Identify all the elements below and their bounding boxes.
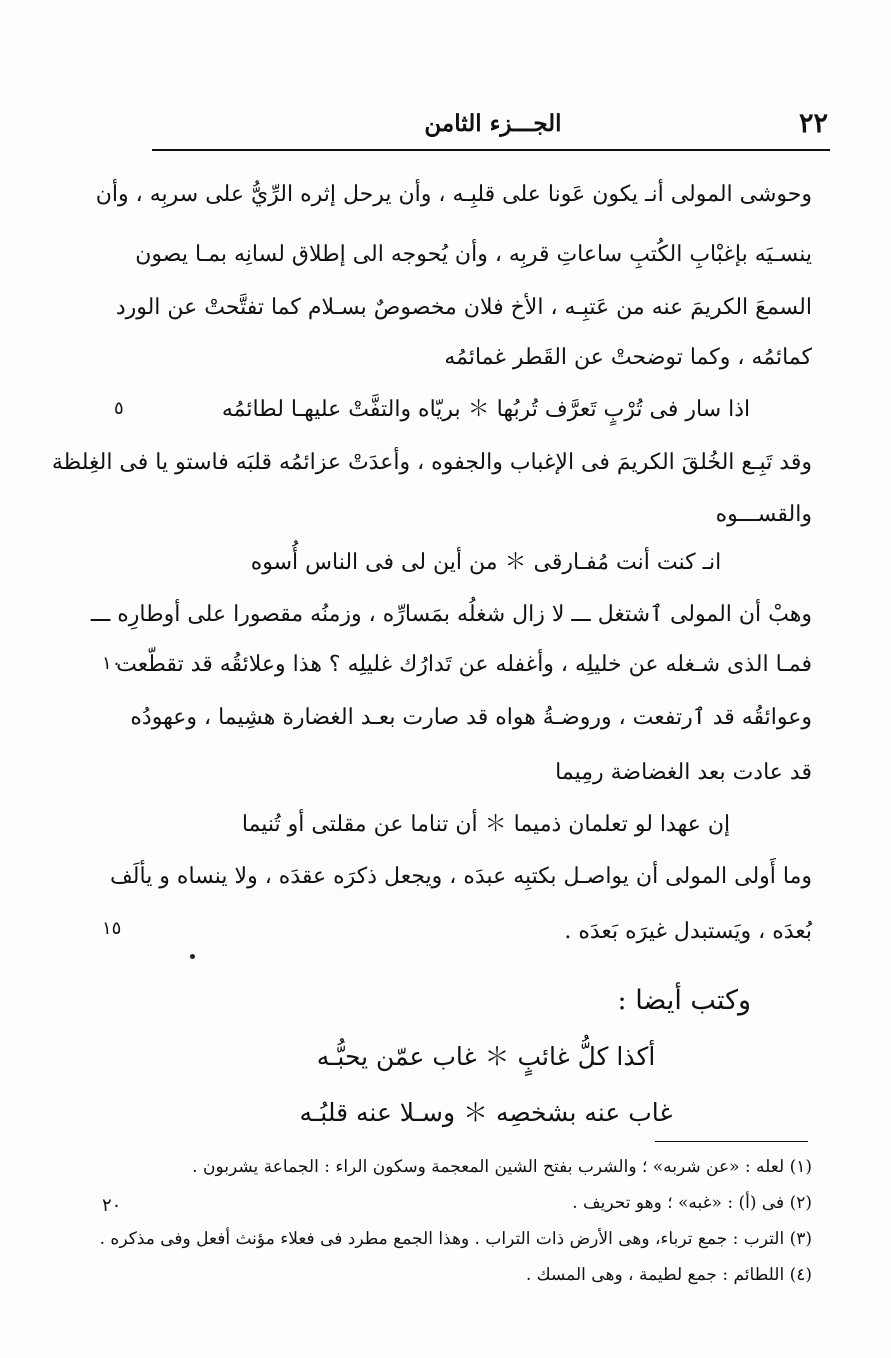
body-line: فمـا الذى شـغله عن خليلِه ، وأغفله عن تَدارُك غليلِه ؟ هذا وعلائقُه قد تقطّعت	[116, 652, 812, 677]
page-header	[158, 108, 828, 144]
page-number: ٢٢	[798, 108, 828, 139]
footnote: (٢) فى (أ) : «غبه» ؛ وهو تحريف .	[572, 1193, 812, 1213]
poem-line: غاب عنه بشخصِه ＊ وسـلا عنه قلبُـه	[299, 1098, 673, 1127]
body-line: والقســـوه	[715, 502, 812, 527]
verse-line: اذا سار فى تُرْبٍ تَعرَّف تُربُها ＊ بريّاه والتفَّتْ عليهـا لطائمُه	[221, 397, 751, 422]
verse-line: إن عهدا لو تعلمان ذميما ＊ أن تناما عن مقلتى أو تُنيما	[241, 812, 731, 837]
footnote-rule	[655, 1141, 808, 1142]
margin-line-number: ١٥	[102, 918, 122, 939]
body-line: وما أَولى المولى أن يواصـل بكتبِه عبدَه ، ويجعل ذكرَه عقدَه ، ولا ينساه و يألَف	[110, 864, 812, 889]
margin-line-number: ٥	[114, 398, 124, 419]
body-line: وهبْ أن المولى ٱشتغل ـــ لا زال شغلُه بمَسارِّه ، وزمنُه مقصورا على أوطارِه ـــ	[90, 602, 812, 627]
verse-line: انـ كنت أنت مُفـارقى ＊ من أين لى فى الناس أُسوه	[250, 550, 722, 575]
margin-line-number: ٢٠	[102, 1195, 122, 1216]
footnote: (٣) الترب : جمع ترباء، وهى الأرض ذات التراب . وهذا الجمع مطرد فى فعلاء مؤنث أفعل وفى مذكره .	[99, 1229, 812, 1249]
body-line: وقد تَبِـع الخُلقَ الكريمَ فى الإغباب والجفوه ، وأعدَتْ عزائمُه قلبَه فاستو يا فى الغِلظة	[51, 450, 812, 475]
body-line: وعوائقُه قد ٱرتفعت ، وروضـةُ هواه قد صارت بعـد الغضارة هشِيما ، وعهودُه	[130, 705, 812, 730]
poem-line: أكذا كلُّ غائبٍ ＊ غاب عمّن يحبُّـه	[316, 1042, 656, 1071]
body-line: ينسـيَه بإغبْابِ الكُتبِ ساعاتِ قربِه ، وأن يُحوجه الى إطلاق لسانِه بمـا يصون	[135, 242, 812, 267]
margin-line-number: ١٠	[102, 653, 122, 674]
ink-dot	[190, 954, 195, 959]
footnote: (١) لعله : «عن شربه» ؛ والشرب بفتح الشين المعجمة وسكون الراء : الجماعة يشربون .	[192, 1157, 812, 1177]
section-heading: وكتب أيضا :	[617, 985, 751, 1016]
header-rule	[152, 149, 830, 151]
footnote: (٤) اللطائم : جمع لطيمة ، وهى المسك .	[525, 1265, 812, 1285]
body-line: وحوشى المولى أنـ يكون عَونا على قلبِـه ، وأن يرحل إثره الرِّيُّ على سربِه ، وأن	[95, 182, 812, 207]
running-title: الجـــزء الثامن	[424, 110, 562, 137]
body-line: قد عادت بعد الغضاضة رمِيما	[555, 760, 812, 785]
body-line: بُعدَه ، ويَستبدل غيرَه بَعدَه .	[564, 919, 812, 944]
body-line: السمعَ الكريمَ عنه من عَتبِـه ، الأخ فلان مخصوصٌ بسـلام كما تفتَّحتْ عن الورد	[115, 295, 812, 320]
body-line: كمائمُه ، وكما توضحتْ عن القَطر غمائمُه	[444, 345, 812, 370]
